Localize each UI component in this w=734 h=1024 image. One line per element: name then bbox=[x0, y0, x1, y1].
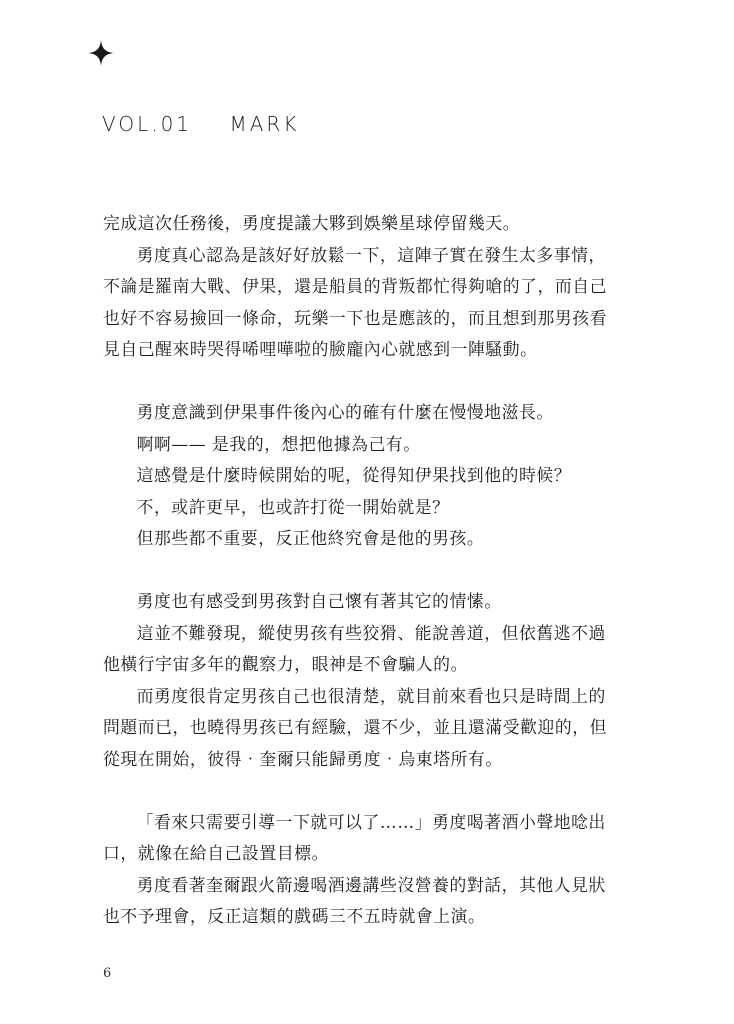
paragraph-gap bbox=[103, 555, 623, 587]
paragraph: 啊啊—— 是我的，想把他據為己有。 bbox=[136, 433, 421, 454]
paragraph: 但那些都不重要，反正他終究會是他的男孩。 bbox=[136, 528, 485, 548]
paragraph: 「看來只需要引導一下就可以了……」勇度喝著酒小聲地唸出口，就像在給自己設置目標。 bbox=[103, 811, 606, 863]
four-point-star-icon bbox=[88, 40, 114, 66]
paragraph: 這並不難發現，縱使男孩有些狡猾、能說善道，但依舊逃不過他橫行宇宙多年的觀察力，眼神是不會騙人的。 bbox=[103, 622, 606, 674]
paragraph: 勇度看著奎爾跟火箭邊喝酒邊講些沒營養的對話，其他人見狀也不予理會，反正這類的戲碼三不五時就會上演。 bbox=[103, 874, 606, 926]
paragraph: 完成這次任務後，勇度提議大夥到娛樂星球停留幾天。 bbox=[103, 213, 521, 233]
paragraph-gap bbox=[103, 366, 623, 398]
paragraph: 勇度真心認為是該好好放鬆一下，這陣子實在發生太多事情，不論是羅南大戰、伊果，還是船員的背叛都忙得夠嗆的了，而自己也好不容易撿回一條命，玩樂一下也是應該的，而且想到那男孩看見自己醒來時哭得唏哩嘩啦的臉龐內心就感到一陣騷動。 bbox=[103, 244, 608, 359]
paragraph: 勇度意識到伊果事件後內心的確有什麼在慢慢地滋長。 bbox=[136, 402, 554, 422]
body-text bbox=[103, 208, 623, 933]
chapter-title: VOL.01 MARK bbox=[102, 112, 300, 136]
paragraph-gap bbox=[103, 775, 623, 807]
paragraph: 這感覺是什麼時候開始的呢，從得知伊果找到他的時候？ bbox=[136, 465, 572, 485]
paragraph: 勇度也有感受到男孩對自己懷有著其它的情愫。 bbox=[136, 591, 502, 611]
paragraph: 不，或許更早，也或許打從一開始就是？ bbox=[136, 496, 450, 517]
page-number: 6 bbox=[103, 966, 112, 981]
paragraph: 而勇度很肯定男孩自己也很清楚，就目前來看也只是時間上的問題而已，也曉得男孩已有經驗，還不少，並且還滿受歡迎的，但從現在開始，彼得‧奎爾只能歸勇度‧烏東塔所有。 bbox=[103, 685, 608, 769]
